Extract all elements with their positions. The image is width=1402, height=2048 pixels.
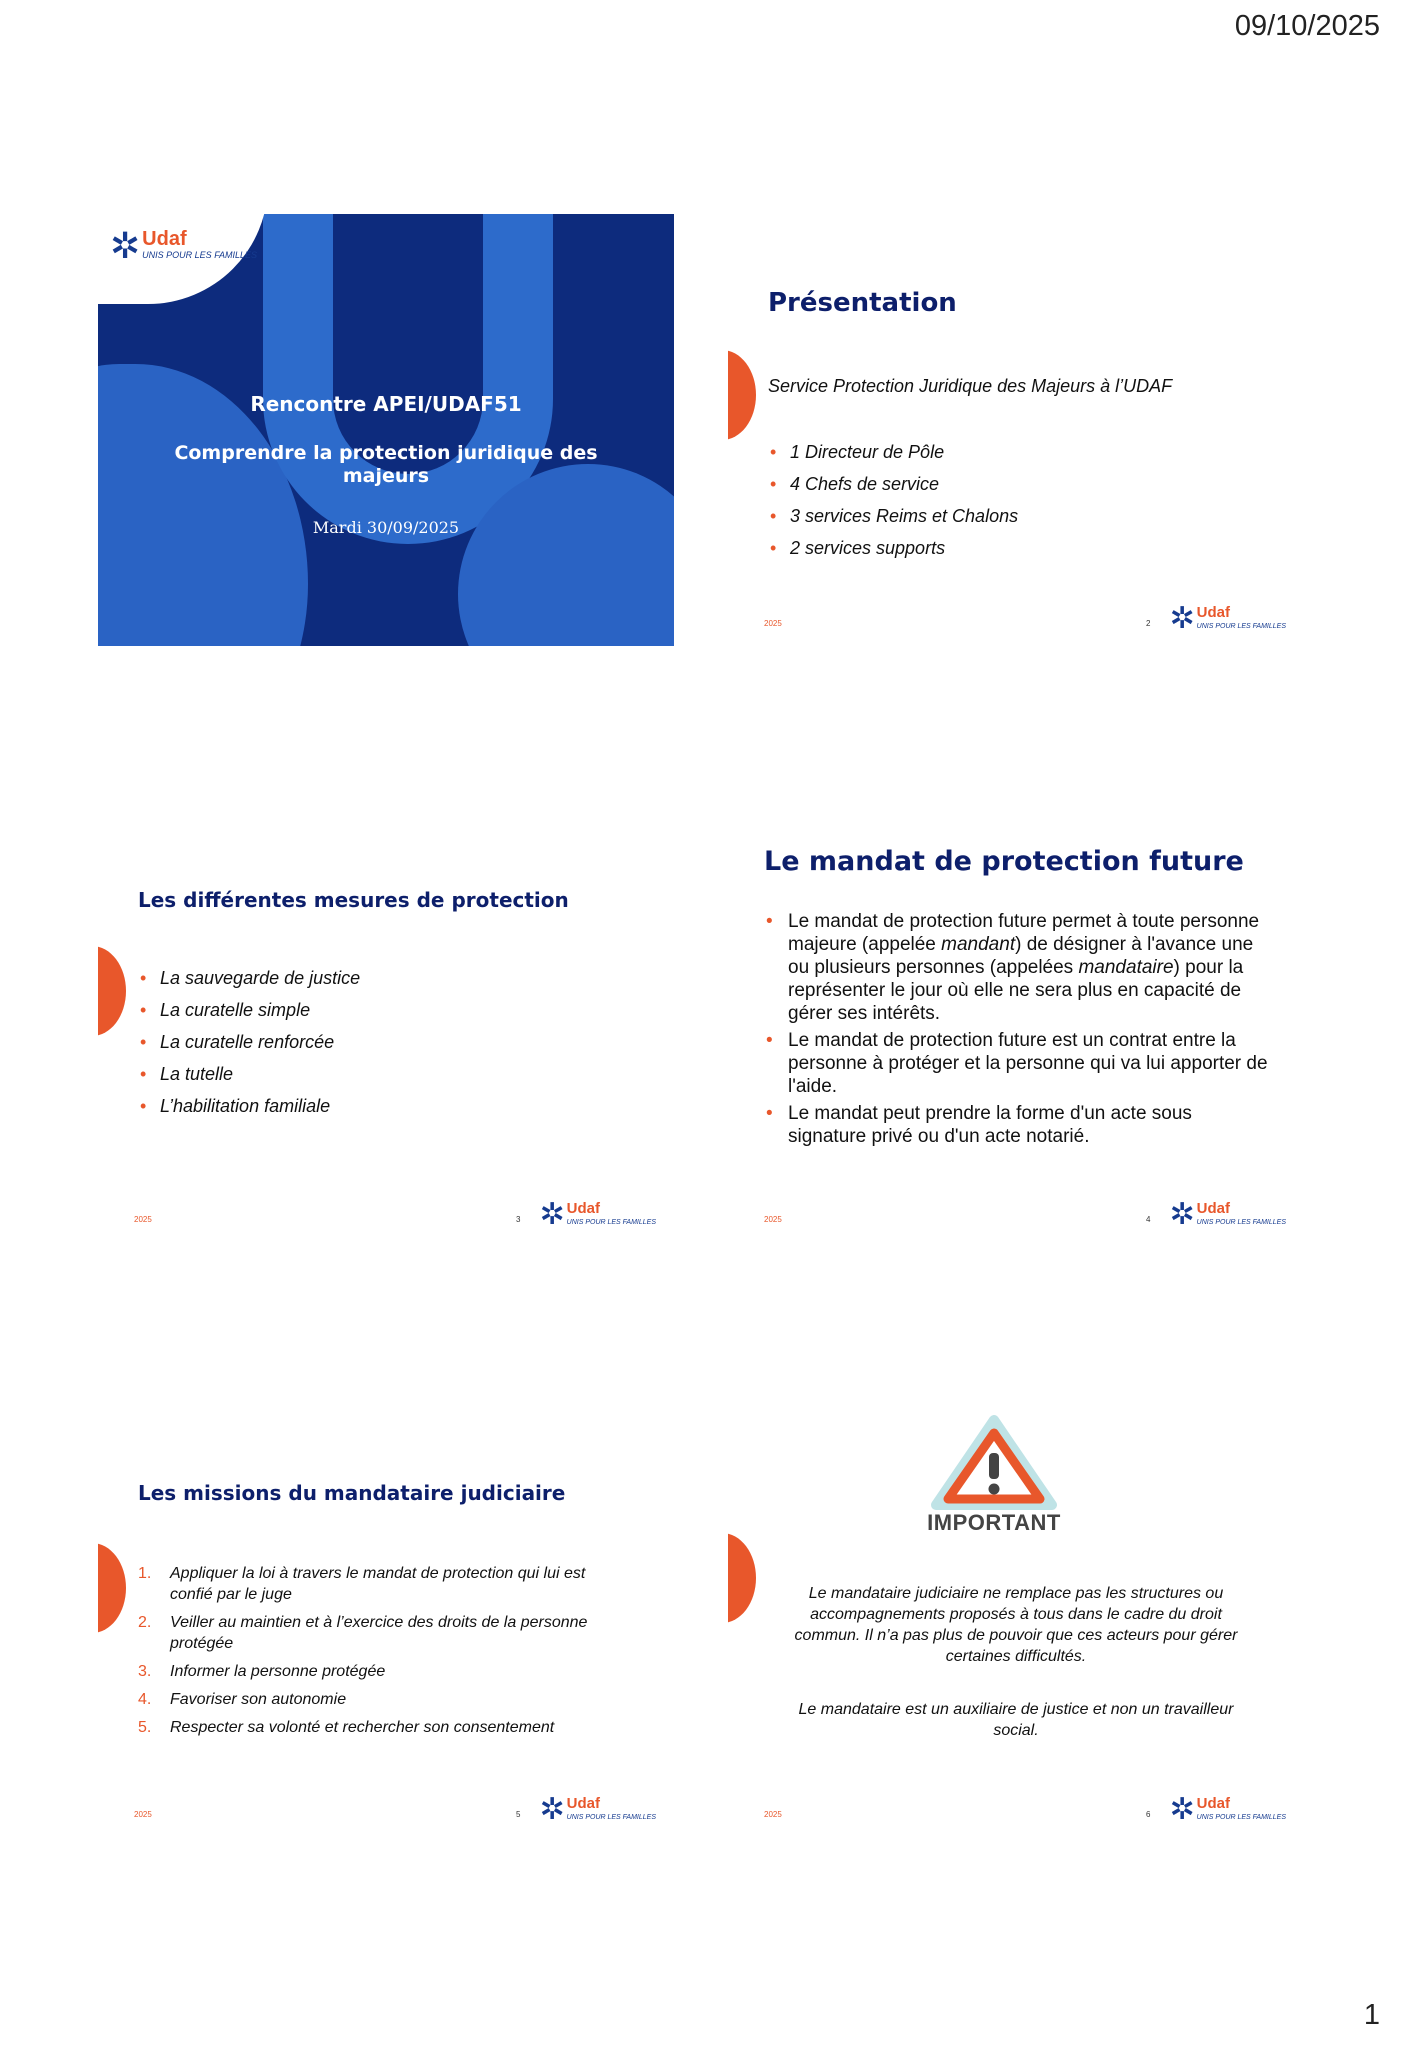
list-item: • 4 Chefs de service bbox=[768, 468, 1018, 500]
title-box bbox=[148, 392, 624, 537]
udaf-star-icon: ✲ bbox=[539, 1793, 565, 1826]
list-item: • 2 services supports bbox=[768, 532, 1018, 564]
page-number: 1 bbox=[1363, 1999, 1380, 2031]
udaf-logo bbox=[110, 225, 258, 266]
slide-heading: Rencontre APEI/UDAF51 bbox=[250, 392, 522, 416]
logo-name: Udaf bbox=[1196, 604, 1230, 621]
udaf-star-icon: ✲ bbox=[1169, 602, 1195, 635]
udaf-logo bbox=[540, 1795, 656, 1825]
udaf-star-icon: ✲ bbox=[110, 225, 141, 266]
footer-page-number: 5 bbox=[516, 1810, 521, 1819]
footer-year: 2025 bbox=[134, 1810, 152, 1819]
bullet-list bbox=[764, 910, 1274, 1152]
list-item: • Le mandat de protection future est un contrat entre la personne à protéger et la personne qui va lui apporter de l'aide. bbox=[764, 1029, 1274, 1098]
list-item: • La curatelle simple bbox=[138, 994, 360, 1026]
footer-page-number: 2 bbox=[1146, 619, 1151, 628]
logo-tagline: UNIS POUR LES FAMILLES bbox=[1196, 1814, 1286, 1821]
page-date: 09/10/2025 bbox=[1234, 10, 1380, 42]
footer-year: 2025 bbox=[134, 1215, 152, 1224]
numbered-list bbox=[138, 1563, 628, 1745]
slide-title-text: Les différentes mesures de protection bbox=[138, 888, 569, 912]
slide-title-text: Présentation bbox=[768, 288, 957, 318]
udaf-logo bbox=[540, 1200, 656, 1230]
logo-name: Udaf bbox=[1196, 1795, 1230, 1812]
slide-date: Mardi 30/09/2025 bbox=[312, 518, 460, 537]
footer-year: 2025 bbox=[764, 619, 782, 628]
logo-tagline: UNIS POUR LES FAMILLES bbox=[1196, 1219, 1286, 1226]
logo-name: Udaf bbox=[142, 228, 187, 250]
orange-accent bbox=[728, 350, 756, 440]
warning-icon bbox=[924, 1415, 1064, 1545]
logo-tagline: UNIS POUR LES FAMILLES bbox=[566, 1219, 656, 1226]
slide-title-text: Les missions du mandataire judiciaire bbox=[138, 1481, 566, 1505]
slide-title bbox=[98, 214, 674, 646]
logo-tagline: UNIS POUR LES FAMILLES bbox=[1196, 623, 1286, 630]
slide-missions bbox=[98, 1405, 674, 1837]
udaf-logo bbox=[1170, 604, 1286, 634]
orange-accent bbox=[98, 946, 126, 1036]
list-item: • La sauvegarde de justice bbox=[138, 962, 360, 994]
important-paragraph: Le mandataire judiciaire ne remplace pas les structures ou accompagnements proposés à tous dans le cadre du droit commun. Il n’a pas plus de pouvoir que ces acteurs pour gérer certaines difficultés. bbox=[794, 1585, 1238, 1665]
slide-subtitle: Service Protection Juridique des Majeurs à l’UDAF bbox=[768, 376, 1173, 396]
udaf-star-icon: ✲ bbox=[539, 1198, 565, 1231]
footer-page-number: 6 bbox=[1146, 1810, 1151, 1819]
logo-name: Udaf bbox=[566, 1795, 600, 1812]
bullet-list bbox=[138, 962, 360, 1122]
important-label: IMPORTANT bbox=[927, 1510, 1061, 1535]
list-item: 4. Favoriser son autonomie bbox=[138, 1691, 347, 1708]
list-item: • L’habilitation familiale bbox=[138, 1090, 360, 1122]
list-item: • 1 Directeur de Pôle bbox=[768, 436, 1018, 468]
footer-page-number: 3 bbox=[516, 1215, 521, 1224]
udaf-star-icon: ✲ bbox=[1169, 1793, 1195, 1826]
important-conclusion: Le mandataire est un auxiliaire de justice et non un travailleur social. bbox=[798, 1701, 1234, 1739]
slide-presentation bbox=[728, 214, 1304, 646]
list-item: 2. Veiller au maintien et à l’exercice des droits de la personne protégée bbox=[138, 1614, 588, 1652]
list-item: • 3 services Reims et Chalons bbox=[768, 500, 1018, 532]
slide-title-text: Le mandat de protection future bbox=[764, 846, 1244, 877]
list-item: 5. Respecter sa volonté et rechercher son consentement bbox=[138, 1719, 555, 1736]
footer-year: 2025 bbox=[764, 1215, 782, 1224]
list-item: 1. Appliquer la loi à travers le mandat de protection qui lui est confié par le juge bbox=[138, 1565, 586, 1603]
list-item: • La curatelle renforcée bbox=[138, 1026, 360, 1058]
slide-important bbox=[728, 1405, 1304, 1837]
footer-year: 2025 bbox=[764, 1810, 782, 1819]
logo-name: Udaf bbox=[566, 1200, 600, 1217]
orange-accent bbox=[98, 1543, 126, 1633]
slide-mandat bbox=[728, 810, 1304, 1242]
slide-mesures bbox=[98, 810, 674, 1242]
logo-tagline: UNIS POUR LES FAMILLES bbox=[566, 1814, 656, 1821]
logo-name: Udaf bbox=[1196, 1200, 1230, 1217]
slide-subheading: Comprendre la protection juridique des majeurs bbox=[174, 442, 598, 487]
list-item: 3. Informer la personne protégée bbox=[138, 1663, 386, 1680]
list-item: • Le mandat peut prendre la forme d'un acte sous signature privé ou d'un acte notarié. bbox=[764, 1102, 1274, 1148]
footer-page-number: 4 bbox=[1146, 1215, 1151, 1224]
list-item: • Le mandat de protection future permet à toute personne majeure (appelée mandant) de désigner à l'avance une ou plusieurs personnes (appelées mandataire) pour la représenter le jour où elle ne sera plus en capacité de gérer ses intérêts. bbox=[764, 910, 1274, 1025]
udaf-star-icon: ✲ bbox=[1169, 1198, 1195, 1231]
list-item: • La tutelle bbox=[138, 1058, 360, 1090]
udaf-logo bbox=[1170, 1795, 1286, 1825]
logo-tagline: UNIS POUR LES FAMILLES bbox=[142, 250, 258, 260]
orange-accent bbox=[728, 1533, 756, 1623]
udaf-logo bbox=[1170, 1200, 1286, 1230]
bullet-list bbox=[768, 436, 1018, 564]
